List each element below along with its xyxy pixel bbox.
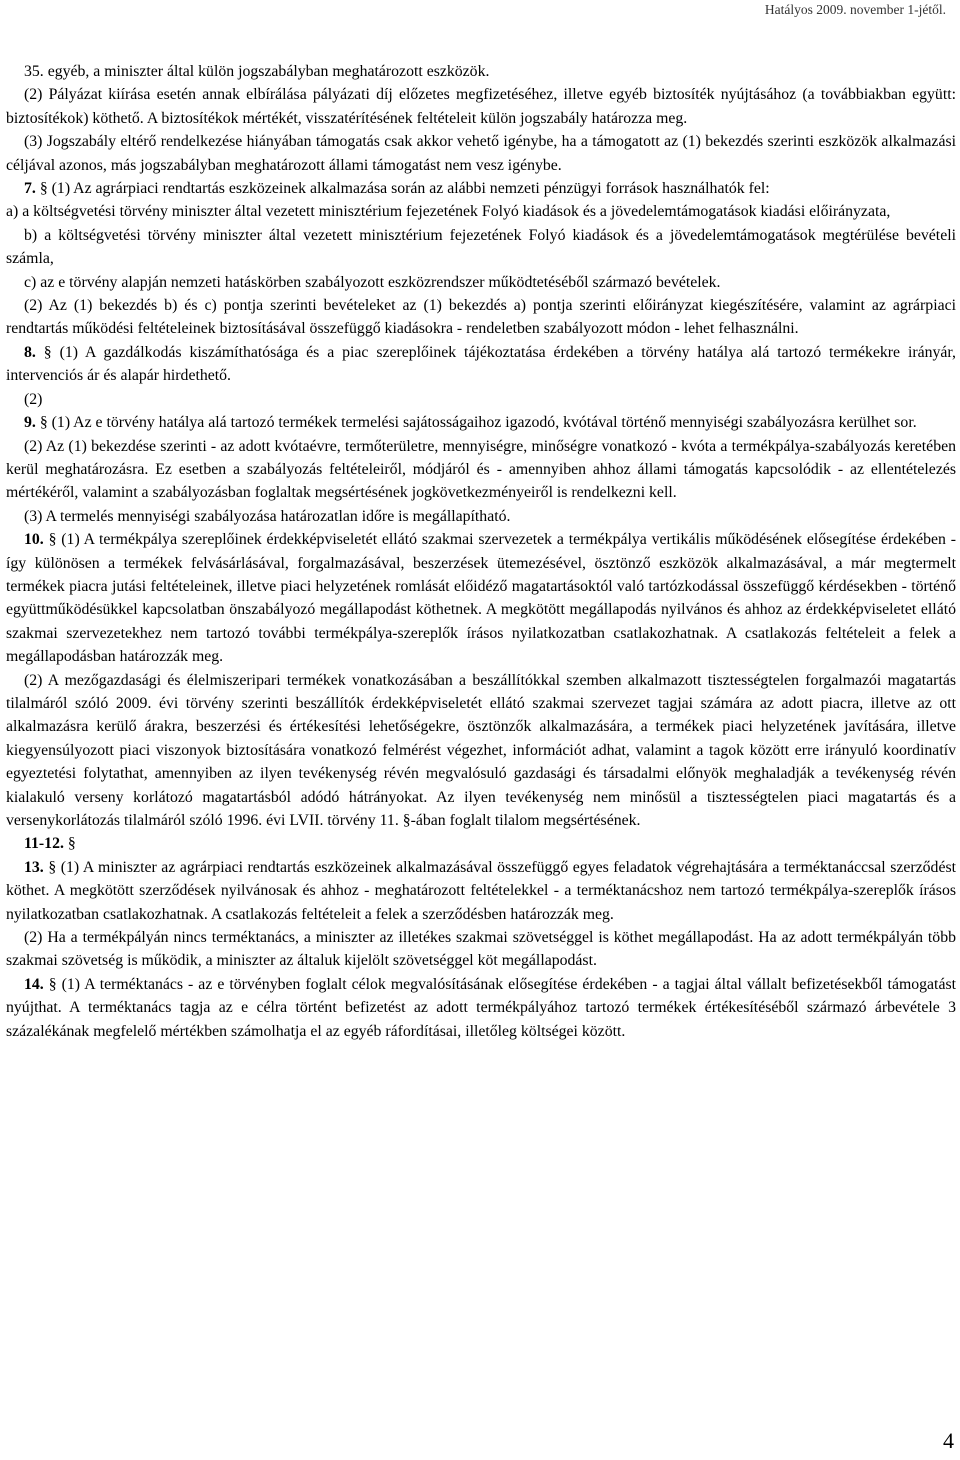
section-number: 7. (24, 180, 36, 198)
paragraph-text: § (1) A gazdálkodás kiszámíthatósága és a piac szereplőinek tájékoztatása érdekében a törvény hatálya alá tartozó termékekre irányár, intervenciós ár és alapár hirdethető. (6, 343, 956, 385)
paragraph-text: § (1) Az agrárpiaci rendtartás eszközeinek alkalmazása során az alábbi nemzeti pénzügyi források használhatók fel: (39, 180, 770, 198)
paragraph: (2) Az (1) bekezdése szerinti - az adott kvótaévre, termőterületre, mennyiségre, minőségre vonatkozó - kvóta a termékpálya-szabályozás keretében kerül meghatározásra. Ez esetben a szabályozás feltételeiről, módjáról és - amennyiben ahhoz állami támogatás kapcsolódik - az ellentételezés mértékéről, valamint a szabályozásban foglaltak megsértésének jogkövetkezményeiről is rendelkezni kell. (6, 437, 956, 502)
section-number: 14. (24, 975, 44, 993)
list-item: b) a költségvetési törvény miniszter által vezetett minisztérium fejezetének Folyó kiadások és a jövedelemtámogatások megtérülése bevételi számla, (6, 226, 956, 268)
paragraph-text: § (1) A miniszter az agrárpiaci rendtartás eszközeinek alkalmazásával összefüggő egyes feladatok végrehajtására a terméktanáccsal szerződést köthet. A megkötött szerződések nyilvánosak és ahhoz - meghatározott feltételekkel - a terméktanácshoz nem tartozó termékpálya-szereplők írásos nyilatkozatban csatlakozhatnak. A csatlakozás feltételeit a felek a szerződésben határozzák meg. (6, 858, 956, 923)
paragraph-text: § (1) A termékpálya szereplőinek érdekképviseletét ellátó szakmai szervezetek a termékpálya vertikális működésének elősegítése érdekében - így különösen a termékek felvásárlásával, forgalmazásával, beszerzések ütemezésével, ösztönző eszközök alkalmazásával, a már megtermelt termékek piacra jutási feltételeinek, illetve piaci helyzetének romlását előidéző magatartásoktól való tartózkodással összefüggő kérdésekben - történő együttműködésükkel kapcsolatban önszabályozó megállapodást köthetnek. A megkötött megállapodás nyilvános és ahhoz az érdekképviseletet ellátó szakmai szervezetekhez nem tartozó további termékpálya-szereplők írásos nyilatkozatban csatlakozhatnak. A csatlakozás feltételeit a felek a megállapodásban határozzák meg. (6, 531, 956, 666)
paragraph-text: § (1) Az e törvény hatálya alá tartozó termékek termelési sajátosságaihoz igazodó, kvótával történő mennyiségi szabályozásra kerülhet sor. (39, 414, 917, 432)
section-10 (6, 528, 956, 668)
list-item: c) az e törvény alapján nemzeti hatáskörben szabályozott eszközrendszer működtetéséből származó bevételek. (24, 273, 721, 291)
section-number: 9. (24, 414, 36, 432)
paragraph: (3) Jogszabály eltérő rendelkezése hiányában támogatás csak akkor vehető igénybe, ha a támogatott az (1) bekezdés szerinti eszközök alkalmazási céljával azonos, más jogszabályban meghatározott állami támogatást nem vesz igénybe. (6, 133, 956, 174)
section-number: 10. (24, 531, 44, 549)
list-item: a) a költségvetési törvény miniszter által vezetett minisztérium fejezetének Folyó kiadások és a jövedelemtámogatások kiadási előirányzata, (6, 203, 891, 221)
paragraph: (2) Az (1) bekezdés b) és c) pontja szerinti bevételeket az (1) bekezdés a) pontja szerinti előirányzat kiegészítésére, valamint az agrárpiaci rendtartás működési feltételeinek biztosításával összefüggő kiadásokra - rendeletben szabályozott módon - lehet felhasználni. (6, 297, 956, 338)
section-11-12 (6, 832, 956, 855)
paragraph: (2) A mezőgazdasági és élelmiszeripari termékek vonatkozásában a beszállítókkal szemben alkalmazott tisztességtelen forgalmazói magatartás tilalmáról szóló 2009. évi törvény szerinti beszállítók érdekképviseletét ellátó szakmai szervezet tagjai számára az adott piacra, illetve az ott alkalmazásra kerülő árakra, beszerzési és értékesítési lehetőségekre, ösztönzők alkalmazására, a termékek piaci helyzetének javítására, illetve kiegyensúlyozott piaci viszonyok biztosítására vonatkozó felmérést végezhet, információt adhat, valamint a tagok között erre irányuló koordinatív egyeztetési folytathat, amennyiben az ilyen tevékenység révén megvalósuló gazdasági és társadalmi előnyök meghaladják a tevékenység révén kialakuló verseny korlátozó magatartásból adódó hátrányokat. Az ilyen tevékenység nem minősül a tisztességtelen piaci magatartás és a versenykorlátozás tilalmáról szóló 1996. évi LVII. törvény 11. §-ában foglalt tilalom megsértésének. (6, 671, 956, 829)
paragraph: (3) A termelés mennyiségi szabályozása határozatlan időre is megállapítható. (24, 507, 511, 525)
document-body (6, 60, 956, 1043)
paragraph: (2) Pályázat kiírása esetén annak elbírálása pályázati díj előzetes megfizetéséhez, illetve egyéb biztosíték nyújtásához (a továbbiakban együtt: biztosítékok) köthető. A biztosítékok mértékét, visszatérítésének feltételeit külön jogszabály határozza meg. (6, 86, 956, 127)
section-number: 8. (24, 343, 36, 361)
section-number: 11-12. (24, 835, 64, 853)
page-header: Hatályos 2009. november 1-jétől. (764, 2, 946, 17)
section-number: 13. (24, 858, 44, 876)
paragraph: 35. egyéb, a miniszter által külön jogszabályban meghatározott eszközök. (24, 63, 490, 80)
page-number: 4 (943, 1428, 954, 1453)
section-7 (6, 177, 956, 200)
paragraph-text: § (67, 835, 76, 853)
paragraph: (2) (24, 390, 43, 408)
paragraph: (2) Ha a termékpályán nincs terméktanács, a miniszter az illetékes szakmai szövetséggel is köthet megállapodást. Ha az adott termékpályán több szakmai szövetség is működik, a miniszter az általuk kijelölt szövetséggel köt megállapodást. (6, 929, 956, 970)
section-9 (6, 411, 956, 434)
section-14 (6, 973, 956, 1043)
section-13 (6, 856, 956, 926)
section-8 (6, 341, 956, 388)
paragraph-text: § (1) A terméktanács - az e törvényben foglalt célok megvalósításának elősegítése érdekében - a tagjai által vállalt befizetésekből támogatást nyújthat. A terméktanács tagja az e célra történt befizetést az adott termékpályához tartozó termékek értékesítéséből származó árbevétele 3 százalékának megfelelő mértékben számolhatja el az egyéb ráfordításai, illetőleg költségei között. (6, 975, 956, 1040)
